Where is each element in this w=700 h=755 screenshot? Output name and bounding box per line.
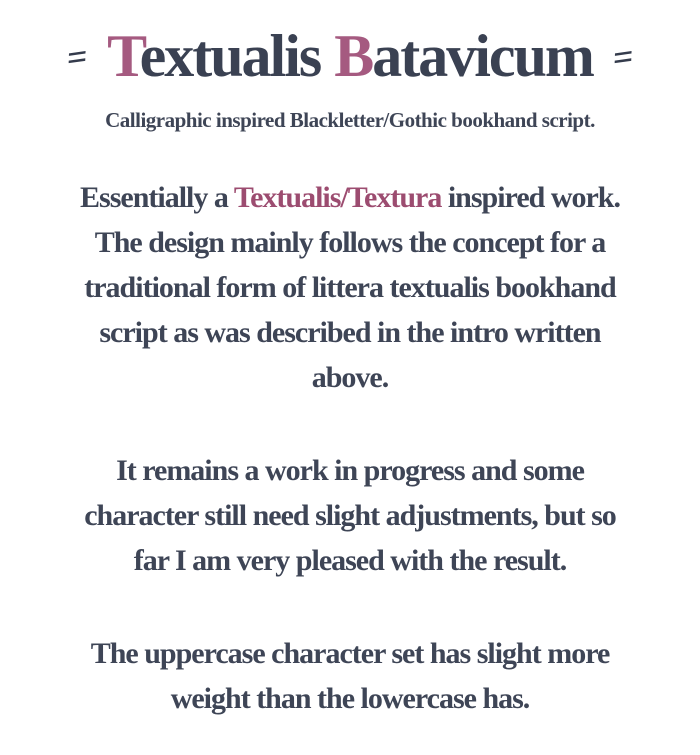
subtitle: Calligraphic inspired Blackletter/Gothic bookhand script. [105,108,595,133]
paragraph-1-line-1 [0,175,700,220]
paragraph-3-line-2: weight than the lowercase has. [170,682,530,716]
paragraph-1-line-2: The design mainly follows the concept for a [94,226,606,260]
p1-line1-post: inspired work. [441,181,620,215]
paragraph-1-line-4: script as was described in the intro written [99,316,601,350]
paragraph-2-line-2: character still need slight adjustments, but so [84,499,616,533]
p1-line1-pre: Essentially a [80,181,234,215]
equals-decoration-left: = [65,35,88,79]
description-text [0,175,700,721]
header [0,20,700,135]
paragraph-3 [0,631,700,721]
paragraph-1-line-3: traditional form of littera textualis bookhand [84,271,616,305]
p1-accent-text: Textualis/Textura [233,181,442,215]
paragraph-1-line-5: above. [311,361,389,395]
equals-decoration-right: = [612,35,635,79]
paragraph-2-line-1: It remains a work in progress and some [116,454,584,488]
title-word-textualis [107,23,320,89]
title-word2-rest: atavicum [372,23,593,89]
paragraph-3-line-1: The uppercase character set has slight more [90,637,610,671]
paragraph-1 [0,175,700,400]
title-word1-rest: extualis [139,23,321,89]
paragraph-2 [0,448,700,583]
title-initial-b: B [334,23,373,89]
paragraph-2-line-3: far I am very pleased with the result. [133,544,567,578]
title-initial-t: T [107,23,140,89]
title-word-batavicum [334,23,593,89]
page-title [0,20,700,103]
